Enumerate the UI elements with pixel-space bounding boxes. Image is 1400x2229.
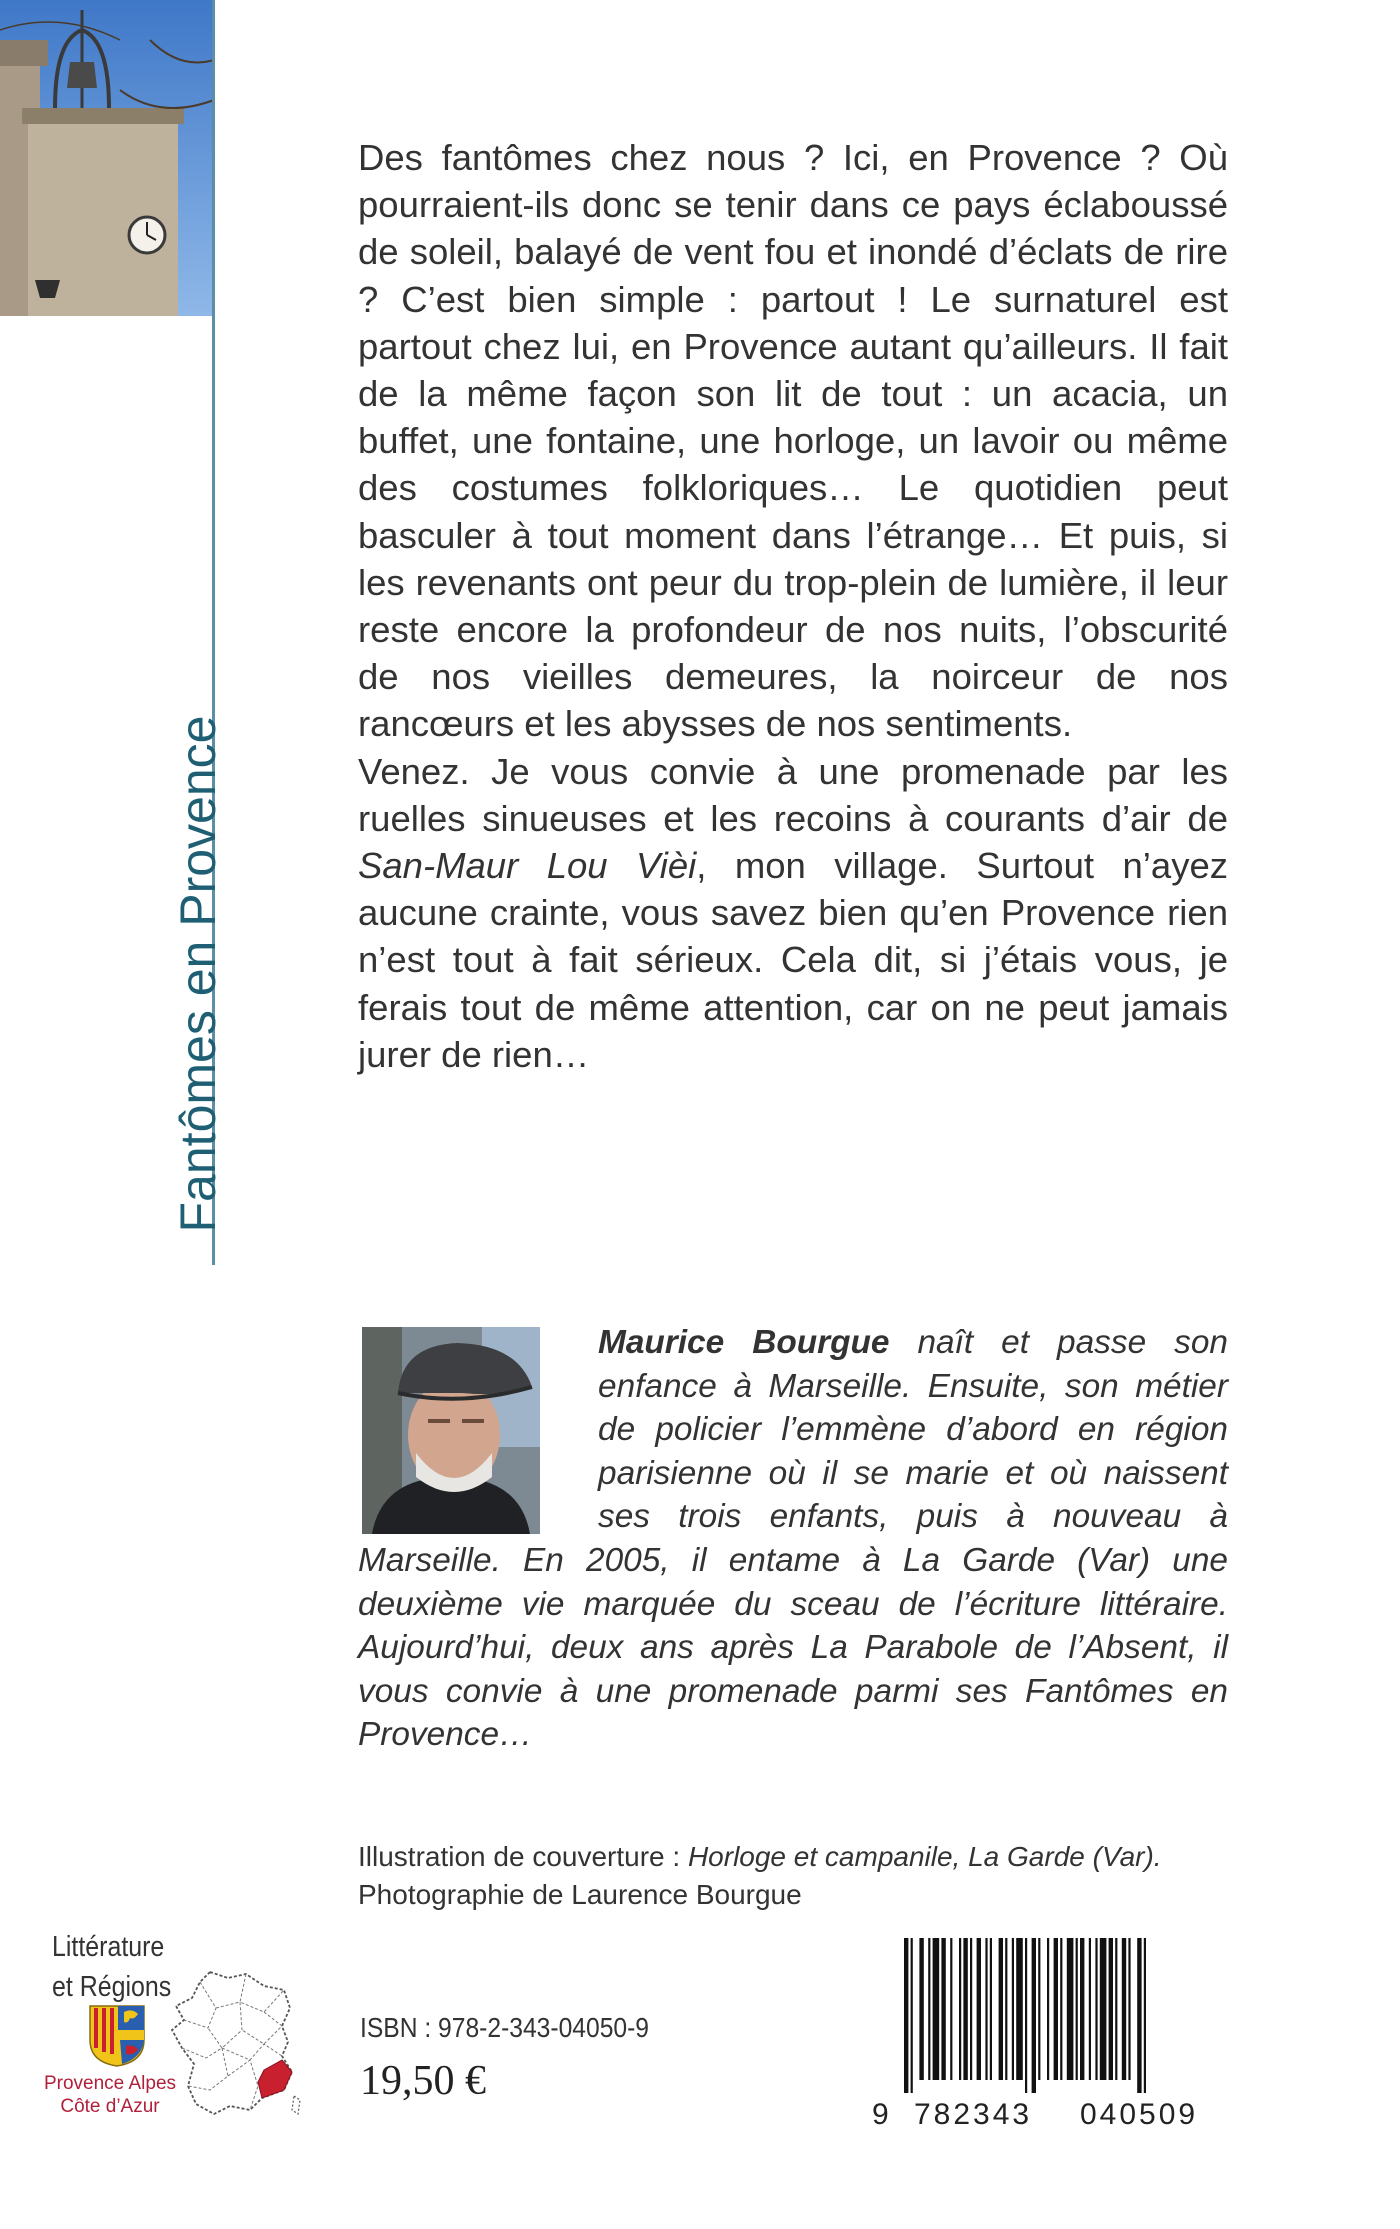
- barcode-bar: [970, 1938, 972, 2080]
- illustration-credit: [358, 1838, 1258, 1876]
- bio-photo-spacer: [358, 1321, 598, 1529]
- clock-tower-photo-icon: [0, 0, 214, 316]
- barcode-bar: [959, 1938, 961, 2080]
- collection-line-2: et Régions: [52, 1971, 172, 2003]
- barcode-bar: [1076, 1938, 1078, 2080]
- illustration-title: Horloge et campanile, La Garde (Var).: [687, 1841, 1162, 1872]
- barcode-bar: [990, 1938, 992, 2080]
- barcode-bar: [1038, 1938, 1040, 2080]
- barcode-bar: [950, 1938, 952, 2080]
- barcode-first-digit: 9: [872, 2098, 889, 2131]
- barcode-bar: [1122, 1938, 1126, 2080]
- barcode-bar: [911, 1938, 913, 2093]
- barcode-bar: [1095, 1938, 1097, 2080]
- barcode-bar: [1137, 1938, 1141, 2093]
- barcode-group-2: 040509: [1080, 2098, 1199, 2131]
- barcode-bar: [985, 1938, 987, 2080]
- barcode-bar: [1080, 1938, 1084, 2080]
- price: 19,50 €: [360, 2058, 486, 2104]
- isbn: ISBN : 978-2-343-04050-9: [360, 2012, 650, 2043]
- barcode-bar: [1032, 1938, 1036, 2093]
- clock-tower-photo: [0, 0, 214, 316]
- spine-title: Fantômes en Provence: [170, 715, 226, 1233]
- barcode-bar: [1005, 1938, 1007, 2080]
- france-regions-map-icon: [166, 1968, 302, 2118]
- barcode-bar: [928, 1938, 930, 2080]
- barcode-bar: [977, 1938, 981, 2080]
- barcode-bar: [1067, 1938, 1074, 2080]
- barcode-bar: [1144, 1938, 1146, 2093]
- barcode-bar: [1047, 1938, 1049, 2080]
- barcode-bar: [1012, 1938, 1014, 2080]
- barcode-bar: [1025, 1938, 1027, 2093]
- barcode-bar: [933, 1938, 940, 2080]
- blurb-p2-start: Venez. Je vous convie à une promenade par les ruelles sinueuses et les recoins à courants d’air de: [358, 750, 1228, 839]
- barcode-bar: [904, 1938, 908, 2093]
- cover-credits: [358, 1838, 1258, 1914]
- region-label: [40, 2072, 180, 2118]
- barcode-bar: [999, 1938, 1003, 2080]
- barcode-digits: [872, 2097, 1232, 2133]
- author-bio-body: naît et passe son enfance à Marseille. Ensuite, son métier de policier l’emmène d’abord en région parisienne où il se marie et où naissent ses trois enfants, puis à nouveau à Marseille. En 2005, il entame à La Garde (Var) une deuxième vie marquée du sceau de l’écriture littéraire. Aujourd’hui, deux ans après La Parabole de l’Absent, il vous convie à une promenade parmi ses Fantômes en Provence…: [358, 1324, 1228, 1754]
- barcode-bar: [941, 1938, 945, 2080]
- barcode-bar: [1016, 1938, 1023, 2080]
- barcode-bar: [1089, 1938, 1091, 2080]
- collection-line-1: Littérature: [52, 1931, 165, 1963]
- barcode-bar: [919, 1938, 923, 2080]
- barcode-bar: [1115, 1938, 1117, 2080]
- blurb-p2-end: , mon village. Surtout n’ayez aucune crainte, vous savez bien qu’en Provence rien n’est tout à fait sérieux. Cela dit, si j’étais vous, je ferais tout de même attention, car on ne peut jamais jurer de rien…: [358, 845, 1228, 1075]
- barcode-bar: [1128, 1938, 1130, 2080]
- photographer-credit: Photographie de Laurence Bourgue: [358, 1879, 802, 1910]
- barcode-bar: [1100, 1938, 1107, 2080]
- barcode-group-1: 782343: [914, 2098, 1033, 2131]
- provence-coat-of-arms-icon: [88, 2004, 146, 2068]
- region-line-1: Provence Alpes: [43, 2073, 177, 2094]
- ean-barcode-icon: [902, 1938, 1232, 2093]
- village-name: San-Maur Lou Vièi: [358, 845, 697, 887]
- barcode-bar: [1109, 1938, 1113, 2080]
- author-name: Maurice Bourgue: [598, 1324, 890, 1361]
- back-cover-blurb: [358, 134, 1228, 1078]
- france-regions-map: [166, 1968, 302, 2118]
- author-bio: [358, 1321, 1228, 1757]
- region-line-2: Côte d’Azur: [60, 2096, 160, 2117]
- barcode: [902, 1938, 1232, 2093]
- blurb-paragraph-2: [358, 748, 1228, 1078]
- barcode-bar: [1060, 1938, 1062, 2080]
- barcode-bar: [1054, 1938, 1058, 2080]
- spine-title-wrap: [168, 694, 228, 1254]
- illustration-label: Illustration de couverture :: [358, 1841, 688, 1872]
- provence-coat-of-arms: [88, 2004, 146, 2068]
- blurb-paragraph-1: Des fantômes chez nous ? Ici, en Provence ? Où pourraient-ils donc se tenir dans ce pays éclaboussé de soleil, balayé de vent fou et inondé d’éclats de rire ? C’est bien simple : partout ! Le surnaturel est partout chez lui, en Provence autant qu’ailleurs. Il fait de la même façon son lit de tout : un acacia, un buffet, une fontaine, une horloge, un lavoir ou même des costumes folkloriques… Le quotidien peut basculer à tout moment dans l’étrange… Et puis, si les revenants ont peur du trop-plein de lumière, il leur reste encore la profondeur de nos nuits, l’obscurité de nos vieilles demeures, la noirceur de nos rancœurs et les abysses de nos sentiments.: [358, 137, 1228, 745]
- barcode-bar: [963, 1938, 967, 2080]
